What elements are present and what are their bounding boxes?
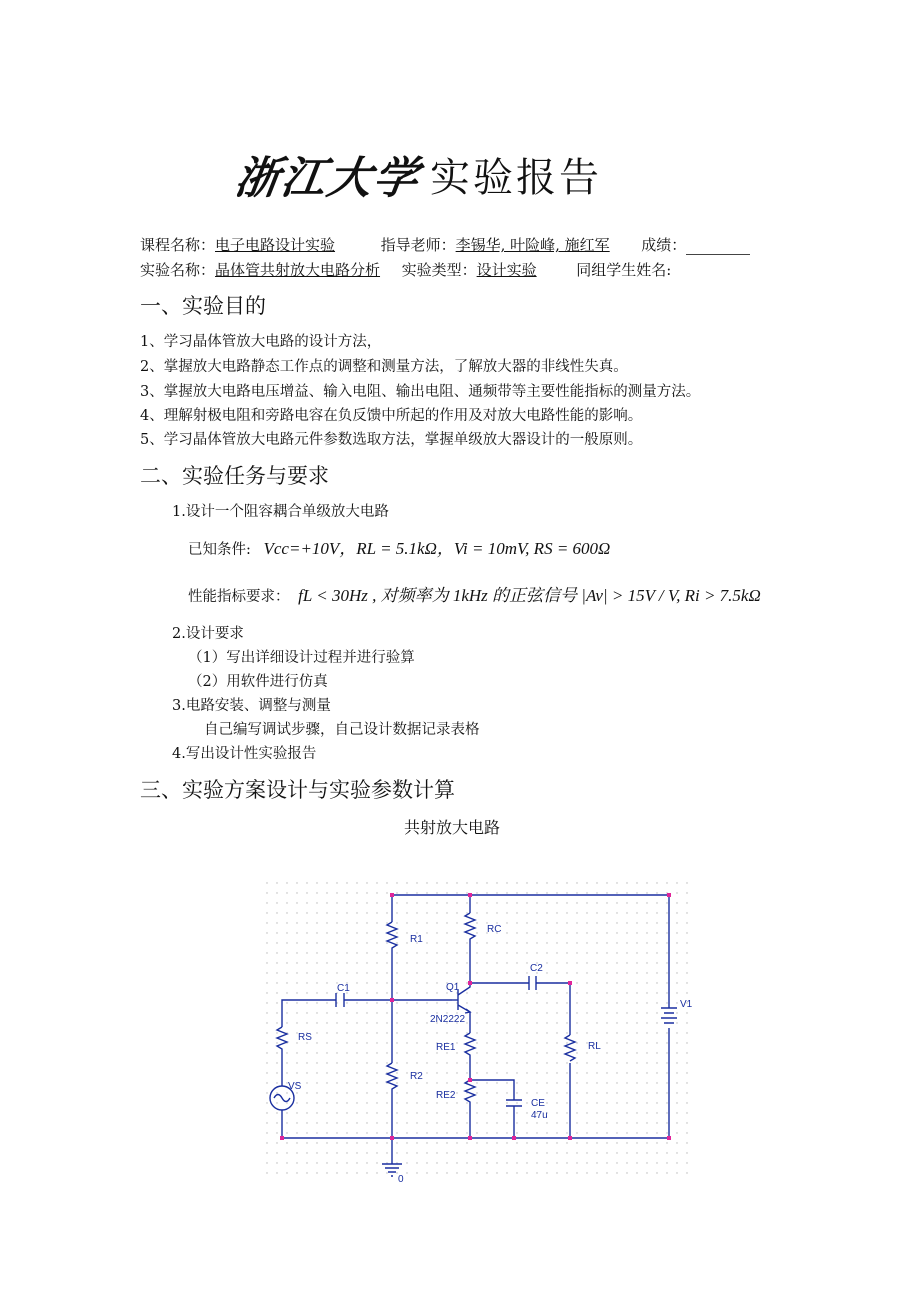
known-label: 已知条件: bbox=[188, 542, 251, 558]
known-formula: Vcc=+10V，RL = 5.1kΩ，Vi = 10mV, RS = 600Ω bbox=[263, 539, 611, 558]
label-re1: RE1 bbox=[436, 1042, 456, 1053]
label-r1: R1 bbox=[410, 934, 423, 945]
label-ce-value: 47u bbox=[531, 1110, 548, 1121]
task3-sub: 自己编写调试步骤，自己设计数据记录表格 bbox=[204, 722, 480, 738]
perf-label: 性能指标要求： bbox=[188, 589, 290, 605]
section1-item-4: 4、理解射极电阻和旁路电容在负反馈中所起的作用及对放大电路性能的影响。 bbox=[140, 408, 643, 424]
section1-item-2: 2、掌握放大电路静态工作点的调整和测量方法，了解放大器的非线性失真。 bbox=[140, 359, 628, 375]
grade-blank bbox=[686, 240, 750, 255]
task2-sub2: （2）用软件进行仿真 bbox=[188, 674, 328, 690]
meta-row-2 bbox=[140, 259, 671, 280]
label-ce: CE bbox=[531, 1098, 545, 1109]
label-q1-model: 2N2222 bbox=[430, 1014, 466, 1025]
label-rs: RS bbox=[298, 1032, 312, 1043]
section3-title: 三、实验方案设计与实验参数计算 bbox=[140, 778, 455, 802]
label-rl: RL bbox=[588, 1041, 601, 1052]
section1-item-3: 3、掌握放大电路电压增益、输入电阻、输出电阻、通频带等主要性能指标的测量方法。 bbox=[140, 384, 701, 400]
performance-requirements bbox=[188, 581, 761, 606]
teacher-value: 李锡华, 叶险峰, 施红军 bbox=[455, 236, 610, 254]
task1: 1.设计一个阻容耦合单级放大电路 bbox=[172, 504, 389, 520]
section1-title: 一、实验目的 bbox=[140, 294, 266, 318]
course-value: 电子电路设计实验 bbox=[215, 236, 336, 254]
label-r2: R2 bbox=[410, 1071, 423, 1082]
task2: 2.设计要求 bbox=[172, 626, 244, 642]
experiment-label: 实验名称： bbox=[140, 261, 216, 279]
perf-formula: fL < 30Hz , 对频率为 1kHz 的正弦信号 |Av| > 15V / V, Ri > 7.5kΩ bbox=[298, 586, 761, 605]
task2-sub1: （1）写出详细设计过程并进行验算 bbox=[188, 650, 415, 666]
teacher-label: 指导老师： bbox=[380, 236, 456, 254]
figure-title: 共射放大电路 bbox=[404, 818, 501, 837]
label-q1: Q1 bbox=[446, 982, 460, 993]
type-value: 设计实验 bbox=[476, 261, 537, 279]
label-v1: V1 bbox=[680, 999, 693, 1010]
partner-label: 同组学生姓名: bbox=[576, 261, 672, 279]
section2-title: 二、实验任务与要求 bbox=[140, 464, 329, 488]
label-re2: RE2 bbox=[436, 1090, 456, 1101]
experiment-value: 晶体管共射放大电路分析 bbox=[215, 261, 381, 279]
label-c2: C2 bbox=[530, 963, 543, 974]
circuit-schematic bbox=[262, 878, 702, 1188]
university-logo-text: 浙江大学 bbox=[231, 153, 423, 204]
label-vs: VS bbox=[288, 1081, 302, 1092]
meta-row-1 bbox=[140, 234, 750, 255]
task3: 3.电路安装、调整与测量 bbox=[172, 698, 331, 714]
section1-item-1: 1、学习晶体管放大电路的设计方法， bbox=[140, 334, 382, 350]
report-title: 实验报告 bbox=[430, 155, 602, 201]
section1-item-5: 5、学习晶体管放大电路元件参数选取方法，掌握单级放大器设计的一般原则。 bbox=[140, 432, 643, 448]
label-c1: C1 bbox=[337, 983, 350, 994]
task4: 4.写出设计性实验报告 bbox=[172, 746, 317, 762]
course-label: 课程名称： bbox=[140, 236, 216, 254]
known-conditions bbox=[188, 534, 610, 559]
label-rc: RC bbox=[487, 924, 502, 935]
label-ground: 0 bbox=[398, 1174, 404, 1185]
type-label: 实验类型： bbox=[401, 261, 477, 279]
grade-label: 成绩： bbox=[641, 236, 687, 254]
